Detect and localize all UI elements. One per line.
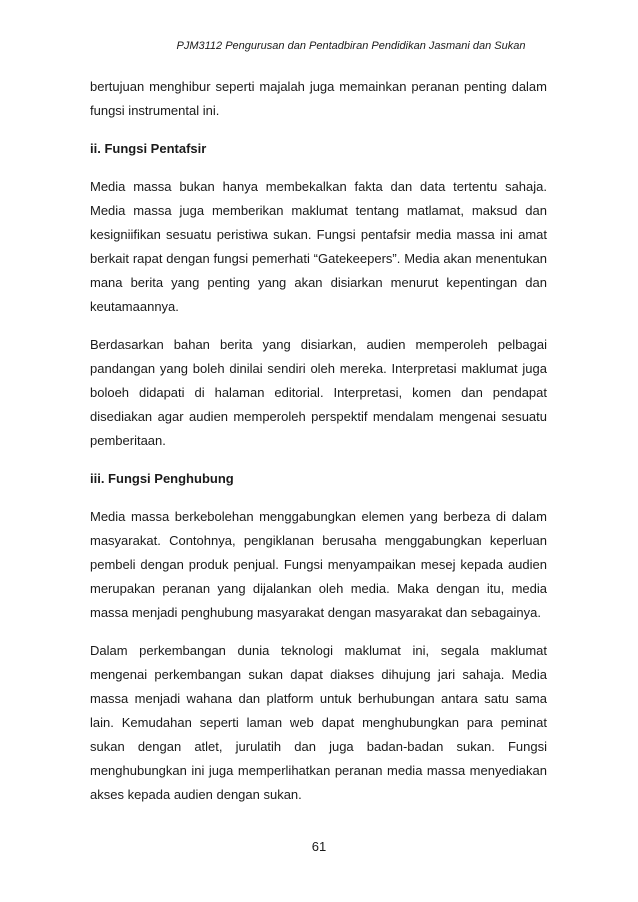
paragraph-continued: bertujuan menghibur seperti majalah juga memainkan peranan penting dalam fungsi instrumental ini. bbox=[90, 79, 547, 118]
section-heading-fungsi-penghubung: iii. Fungsi Penghubung bbox=[90, 471, 234, 486]
paragraph-penghubung-2: Dalam perkembangan dunia teknologi maklumat ini, segala maklumat mengenai perkembangan sukan dapat diakses dihujung jari sahaja. Media massa menjadi wahana dan platform untuk berhubungan antara satu sama lain. Kemudahan seperti laman web dapat menghubungkan para peminat sukan dengan atlet, jurulatih dan juga badan-badan sukan. Fungsi menghubungkan ini juga memperlihatkan peranan media massa menyediakan akses kepada audien dengan sukan. bbox=[90, 643, 547, 802]
running-header: PJM3112 Pengurusan dan Pentadbiran Pendidikan Jasmani dan Sukan bbox=[176, 40, 526, 52]
paragraph-pentafsir-1: Media massa bukan hanya membekalkan fakta dan data tertentu sahaja. Media massa juga memberikan maklumat tentang matlamat, maksud dan kesigniifikan sesuatu peristiwa sukan. Fungsi pentafsir media massa ini amat berkait rapat dengan fungsi pemerhati “Gatekeepers”. Media akan menentukan mana berita yang penting yang akan disiarkan menurut kepentingan dan keutamaannya. bbox=[90, 179, 547, 314]
paragraph-penghubung-1: Media massa berkebolehan menggabungkan elemen yang berbeza di dalam masyarakat. Contohnya, pengiklanan berusaha menggabungkan keperluan pembeli dengan produk penjual. Fungsi menyampaikan mesej kepada audien merupakan peranan yang dijalankan oleh media. Maka dengan itu, media massa menjadi penghubung masyarakat dengan masyarakat dan sebagainya. bbox=[90, 509, 547, 620]
paragraph-pentafsir-2: Berdasarkan bahan berita yang disiarkan, audien memperoleh pelbagai pandangan yang boleh dinilai sendiri oleh mereka. Interpretasi maklumat juga boloeh didapati di halaman editorial. Interpretasi, komen dan pendapat disediakan agar audien memperoleh perspektif mendalam mengenai sesuatu pemberitaan. bbox=[90, 337, 547, 448]
document-body bbox=[90, 75, 547, 821]
section-heading-fungsi-pentafsir: ii. Fungsi Pentafsir bbox=[90, 141, 207, 156]
page-number: 61 bbox=[311, 839, 327, 854]
